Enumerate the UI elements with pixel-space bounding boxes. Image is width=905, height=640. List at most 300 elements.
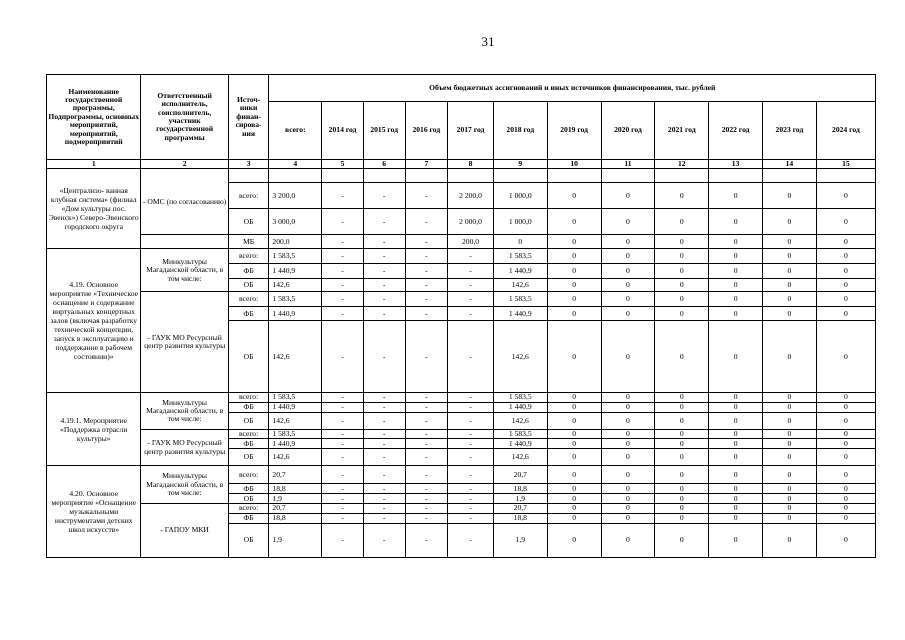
value-cell: 0 bbox=[601, 402, 655, 412]
value-cell: - bbox=[363, 235, 405, 249]
total-cell: 1 583,5 bbox=[269, 249, 322, 264]
page-number: 31 bbox=[481, 34, 495, 49]
header-name: Наименование государственной программы, Подпрограммы, основных мероприятий, мероприятий, подмероприятий bbox=[47, 75, 141, 160]
executor-cell: Минкультуры Магаданской области, в том числе: bbox=[141, 466, 228, 504]
value-cell: - bbox=[405, 429, 448, 438]
value-cell: 0 bbox=[709, 494, 763, 504]
value-cell: - bbox=[405, 466, 448, 484]
value-cell: 0 bbox=[655, 264, 709, 279]
total-cell: 3 200,0 bbox=[269, 183, 322, 209]
value-cell bbox=[405, 169, 448, 183]
value-cell: - bbox=[363, 439, 405, 449]
value-cell: 0 bbox=[547, 412, 601, 429]
value-cell: - bbox=[405, 402, 448, 412]
value-cell: - bbox=[322, 523, 364, 557]
table-row bbox=[47, 235, 876, 249]
column-number: 2 bbox=[141, 160, 228, 169]
value-cell: 0 bbox=[601, 523, 655, 557]
header-year: 2020 год bbox=[601, 102, 655, 160]
value-cell bbox=[322, 169, 364, 183]
total-cell: 1 440,9 bbox=[269, 307, 322, 321]
table-row bbox=[47, 169, 876, 183]
executor-cell: - ОМС (по согласованию) bbox=[141, 169, 228, 235]
total-cell: 142,6 bbox=[269, 449, 322, 466]
source-cell: ОБ bbox=[228, 412, 269, 429]
value-cell: 20,7 bbox=[493, 466, 547, 484]
value-cell: - bbox=[448, 504, 494, 513]
value-cell: - bbox=[363, 292, 405, 307]
total-cell: 1,9 bbox=[269, 494, 322, 504]
value-cell: 0 bbox=[763, 279, 817, 292]
source-cell: ФБ bbox=[228, 307, 269, 321]
value-cell: 0 bbox=[547, 513, 601, 523]
value-cell: 0 bbox=[709, 484, 763, 494]
column-number: 14 bbox=[763, 160, 817, 169]
value-cell: 0 bbox=[547, 504, 601, 513]
source-cell: ОБ bbox=[228, 209, 269, 235]
value-cell: - bbox=[363, 466, 405, 484]
row-name-cell: 4.19.1. Мероприятие «Поддержка отрасли культуры» bbox=[47, 393, 141, 466]
value-cell: 0 bbox=[601, 513, 655, 523]
value-cell: 0 bbox=[816, 466, 875, 484]
header-year: 2019 год bbox=[547, 102, 601, 160]
value-cell: 0 bbox=[655, 449, 709, 466]
value-cell bbox=[547, 169, 601, 183]
value-cell: - bbox=[448, 513, 494, 523]
header-year: 2014 год bbox=[322, 102, 364, 160]
value-cell: 0 bbox=[816, 209, 875, 235]
value-cell: - bbox=[363, 209, 405, 235]
value-cell: 0 bbox=[763, 466, 817, 484]
header-year: 2023 год bbox=[763, 102, 817, 160]
value-cell: - bbox=[405, 183, 448, 209]
table-row bbox=[47, 429, 876, 438]
value-cell: 0 bbox=[601, 235, 655, 249]
value-cell: 0 bbox=[816, 429, 875, 438]
header-total: всего: bbox=[269, 102, 322, 160]
value-cell: 0 bbox=[547, 279, 601, 292]
value-cell: 0 bbox=[763, 484, 817, 494]
value-cell: 0 bbox=[547, 494, 601, 504]
value-cell: - bbox=[405, 523, 448, 557]
value-cell: - bbox=[448, 249, 494, 264]
value-cell: 0 bbox=[547, 264, 601, 279]
value-cell bbox=[655, 169, 709, 183]
value-cell: 1 440,9 bbox=[493, 439, 547, 449]
value-cell: 0 bbox=[763, 449, 817, 466]
source-cell: ОБ bbox=[228, 494, 269, 504]
value-cell: 1 440,9 bbox=[493, 402, 547, 412]
value-cell: - bbox=[322, 209, 364, 235]
value-cell: 1 583,5 bbox=[493, 292, 547, 307]
value-cell: 0 bbox=[763, 504, 817, 513]
source-cell: МБ bbox=[228, 235, 269, 249]
value-cell: 0 bbox=[816, 513, 875, 523]
executor-cell: - ГАПОУ МКИ bbox=[141, 504, 228, 557]
value-cell: 0 bbox=[763, 183, 817, 209]
value-cell: 0 bbox=[709, 393, 763, 402]
total-cell: 1,9 bbox=[269, 523, 322, 557]
value-cell: 0 bbox=[601, 209, 655, 235]
value-cell: 0 bbox=[709, 449, 763, 466]
value-cell: 0 bbox=[709, 235, 763, 249]
value-cell: 0 bbox=[547, 523, 601, 557]
value-cell: 0 bbox=[763, 494, 817, 504]
value-cell: 0 bbox=[601, 449, 655, 466]
value-cell: - bbox=[363, 412, 405, 429]
value-cell: 0 bbox=[709, 321, 763, 393]
value-cell: - bbox=[322, 249, 364, 264]
value-cell: 0 bbox=[655, 439, 709, 449]
value-cell: 1 440,9 bbox=[493, 307, 547, 321]
value-cell: - bbox=[448, 449, 494, 466]
value-cell: 0 bbox=[655, 504, 709, 513]
executor-cell: Минкультуры Магаданской области, в том числе: bbox=[141, 249, 228, 292]
value-cell: 142,6 bbox=[493, 449, 547, 466]
value-cell bbox=[363, 169, 405, 183]
value-cell: 0 bbox=[816, 494, 875, 504]
value-cell: - bbox=[363, 513, 405, 523]
value-cell: 0 bbox=[655, 183, 709, 209]
row-name-cell: 4.20. Основное мероприятие «Оснащение музыкальными инструментами детских школ искусств» bbox=[47, 466, 141, 557]
value-cell: - bbox=[405, 321, 448, 393]
value-cell: 0 bbox=[763, 292, 817, 307]
value-cell: 1 583,5 bbox=[493, 429, 547, 438]
total-cell bbox=[269, 169, 322, 183]
value-cell: - bbox=[405, 504, 448, 513]
row-name-cell: «Централизо- ванная клубная система» (филиал «Дом культуры пос. Эвенск») Северо-Эвенского городского округа bbox=[47, 169, 141, 249]
value-cell: 0 bbox=[547, 235, 601, 249]
value-cell: 0 bbox=[547, 466, 601, 484]
source-cell: всего: bbox=[228, 393, 269, 402]
value-cell: - bbox=[363, 249, 405, 264]
value-cell: 0 bbox=[655, 235, 709, 249]
value-cell: 0 bbox=[601, 264, 655, 279]
value-cell: - bbox=[405, 393, 448, 402]
value-cell: 0 bbox=[601, 321, 655, 393]
total-cell: 1 440,9 bbox=[269, 402, 322, 412]
value-cell: - bbox=[448, 439, 494, 449]
value-cell: - bbox=[405, 279, 448, 292]
value-cell: 0 bbox=[655, 412, 709, 429]
source-cell: всего: bbox=[228, 183, 269, 209]
value-cell: - bbox=[322, 292, 364, 307]
value-cell: 0 bbox=[655, 393, 709, 402]
executor-cell: Минкультуры Магаданской области, в том числе: bbox=[141, 393, 228, 429]
value-cell: - bbox=[363, 402, 405, 412]
total-cell: 142,6 bbox=[269, 279, 322, 292]
source-cell: ФБ bbox=[228, 484, 269, 494]
value-cell: 0 bbox=[655, 402, 709, 412]
value-cell: 0 bbox=[709, 183, 763, 209]
source-cell: ФБ bbox=[228, 513, 269, 523]
value-cell: 0 bbox=[547, 402, 601, 412]
value-cell: 0 bbox=[709, 504, 763, 513]
value-cell: 0 bbox=[816, 264, 875, 279]
column-number-row bbox=[47, 160, 876, 169]
value-cell: 0 bbox=[709, 402, 763, 412]
column-number: 9 bbox=[493, 160, 547, 169]
value-cell: - bbox=[448, 321, 494, 393]
total-cell: 1 440,9 bbox=[269, 264, 322, 279]
total-cell: 18,8 bbox=[269, 513, 322, 523]
source-cell: ОБ bbox=[228, 321, 269, 393]
value-cell: 18,8 bbox=[493, 484, 547, 494]
value-cell: 0 bbox=[816, 402, 875, 412]
value-cell: - bbox=[448, 466, 494, 484]
value-cell: - bbox=[363, 183, 405, 209]
value-cell: - bbox=[322, 484, 364, 494]
value-cell: 2 200,0 bbox=[448, 183, 494, 209]
value-cell: 2 000,0 bbox=[448, 209, 494, 235]
source-cell: ОБ bbox=[228, 449, 269, 466]
table-row bbox=[47, 504, 876, 513]
header-year: 2024 год bbox=[816, 102, 875, 160]
value-cell: 0 bbox=[709, 307, 763, 321]
value-cell: - bbox=[405, 235, 448, 249]
value-cell: 0 bbox=[816, 523, 875, 557]
total-cell: 20,7 bbox=[269, 504, 322, 513]
value-cell: 0 bbox=[816, 393, 875, 402]
value-cell: - bbox=[448, 494, 494, 504]
value-cell: 0 bbox=[763, 235, 817, 249]
value-cell: 0 bbox=[547, 209, 601, 235]
executor-cell: - ГАУК МО Ресурсный центр развития культуры bbox=[141, 292, 228, 393]
value-cell: 142,6 bbox=[493, 321, 547, 393]
value-cell: 0 bbox=[547, 484, 601, 494]
value-cell: 0 bbox=[601, 393, 655, 402]
value-cell: - bbox=[448, 264, 494, 279]
column-number: 11 bbox=[601, 160, 655, 169]
row-name-cell: 4.19. Основное мероприятие «Техническое оснащение и содержание виртуальных концертных залов (включая разработку технической концепции, запуск в эксплуатацию и поддержание в рабочем состоянии)» bbox=[47, 249, 141, 393]
value-cell: 0 bbox=[547, 249, 601, 264]
value-cell: - bbox=[448, 279, 494, 292]
value-cell: 18,8 bbox=[493, 513, 547, 523]
source-cell: ОБ bbox=[228, 523, 269, 557]
value-cell bbox=[709, 169, 763, 183]
total-cell: 3 000,0 bbox=[269, 209, 322, 235]
value-cell: 0 bbox=[816, 292, 875, 307]
header-year: 2015 год bbox=[363, 102, 405, 160]
value-cell: - bbox=[322, 513, 364, 523]
source-cell: ФБ bbox=[228, 402, 269, 412]
column-number: 12 bbox=[655, 160, 709, 169]
total-cell: 200,0 bbox=[269, 235, 322, 249]
column-number: 3 bbox=[228, 160, 269, 169]
value-cell: 0 bbox=[547, 449, 601, 466]
value-cell: 0 bbox=[655, 523, 709, 557]
value-cell: 0 bbox=[816, 249, 875, 264]
value-cell: 1 440,9 bbox=[493, 264, 547, 279]
value-cell: - bbox=[405, 209, 448, 235]
value-cell: - bbox=[322, 393, 364, 402]
value-cell: 142,6 bbox=[493, 412, 547, 429]
value-cell: 142,6 bbox=[493, 279, 547, 292]
value-cell: 0 bbox=[816, 504, 875, 513]
value-cell: 0 bbox=[655, 513, 709, 523]
value-cell: - bbox=[448, 393, 494, 402]
value-cell: 0 bbox=[709, 513, 763, 523]
value-cell bbox=[816, 169, 875, 183]
value-cell: 0 bbox=[655, 321, 709, 393]
value-cell: - bbox=[322, 307, 364, 321]
table-row bbox=[47, 466, 876, 484]
value-cell: - bbox=[322, 321, 364, 393]
total-cell: 1 440,9 bbox=[269, 439, 322, 449]
value-cell: - bbox=[448, 484, 494, 494]
value-cell: 200,0 bbox=[448, 235, 494, 249]
column-number: 8 bbox=[448, 160, 494, 169]
value-cell: - bbox=[448, 429, 494, 438]
value-cell: 0 bbox=[816, 183, 875, 209]
value-cell: - bbox=[363, 321, 405, 393]
value-cell: 0 bbox=[709, 439, 763, 449]
column-number: 5 bbox=[322, 160, 364, 169]
value-cell: 20,7 bbox=[493, 504, 547, 513]
table-row bbox=[47, 292, 876, 307]
value-cell: 0 bbox=[655, 307, 709, 321]
value-cell: - bbox=[448, 523, 494, 557]
value-cell: - bbox=[405, 412, 448, 429]
value-cell: - bbox=[363, 307, 405, 321]
value-cell: 0 bbox=[709, 429, 763, 438]
value-cell: 0 bbox=[547, 429, 601, 438]
executor-cell bbox=[141, 235, 228, 249]
value-cell: - bbox=[405, 494, 448, 504]
value-cell: 0 bbox=[601, 429, 655, 438]
total-cell: 142,6 bbox=[269, 412, 322, 429]
value-cell: 0 bbox=[763, 439, 817, 449]
value-cell: 0 bbox=[547, 183, 601, 209]
value-cell: - bbox=[405, 264, 448, 279]
value-cell: - bbox=[448, 292, 494, 307]
value-cell: 1 583,5 bbox=[493, 393, 547, 402]
column-number: 15 bbox=[816, 160, 875, 169]
value-cell: - bbox=[405, 439, 448, 449]
value-cell bbox=[601, 169, 655, 183]
value-cell: - bbox=[322, 449, 364, 466]
source-cell: ФБ bbox=[228, 439, 269, 449]
value-cell: - bbox=[363, 393, 405, 402]
value-cell: 0 bbox=[655, 484, 709, 494]
value-cell: - bbox=[448, 412, 494, 429]
value-cell: - bbox=[322, 412, 364, 429]
value-cell: 0 bbox=[601, 307, 655, 321]
value-cell: 0 bbox=[816, 279, 875, 292]
value-cell: 0 bbox=[601, 494, 655, 504]
value-cell: - bbox=[322, 439, 364, 449]
value-cell: 0 bbox=[763, 249, 817, 264]
value-cell: 0 bbox=[601, 249, 655, 264]
value-cell: - bbox=[363, 264, 405, 279]
value-cell: 1 000,0 bbox=[493, 209, 547, 235]
value-cell bbox=[448, 169, 494, 183]
header-year: 2018 год bbox=[493, 102, 547, 160]
value-cell: 0 bbox=[547, 307, 601, 321]
value-cell bbox=[763, 169, 817, 183]
value-cell: 0 bbox=[601, 439, 655, 449]
value-cell: 1 583,5 bbox=[493, 249, 547, 264]
header-executor: Ответственный исполнитель, соисполнитель, участник государственной программы bbox=[141, 75, 228, 160]
value-cell: - bbox=[405, 307, 448, 321]
source-cell: ФБ bbox=[228, 264, 269, 279]
value-cell: 0 bbox=[763, 393, 817, 402]
value-cell: - bbox=[405, 513, 448, 523]
column-number: 1 bbox=[47, 160, 141, 169]
source-cell: всего: bbox=[228, 429, 269, 438]
value-cell: 0 bbox=[601, 292, 655, 307]
value-cell: - bbox=[363, 484, 405, 494]
value-cell: 0 bbox=[709, 264, 763, 279]
value-cell: - bbox=[405, 449, 448, 466]
value-cell: 0 bbox=[763, 402, 817, 412]
value-cell: 0 bbox=[763, 209, 817, 235]
value-cell: - bbox=[363, 429, 405, 438]
value-cell: - bbox=[363, 449, 405, 466]
value-cell: - bbox=[405, 484, 448, 494]
header-year: 2022 год bbox=[709, 102, 763, 160]
header-year: 2021 год bbox=[655, 102, 709, 160]
value-cell: - bbox=[322, 402, 364, 412]
value-cell: - bbox=[363, 523, 405, 557]
value-cell: - bbox=[322, 494, 364, 504]
value-cell: 0 bbox=[816, 235, 875, 249]
header-year: 2016 год bbox=[405, 102, 448, 160]
value-cell: 0 bbox=[655, 292, 709, 307]
value-cell: 0 bbox=[763, 307, 817, 321]
value-cell: 0 bbox=[601, 279, 655, 292]
value-cell: - bbox=[448, 402, 494, 412]
header-volume: Объем бюджетных ассигнований и иных источников финансирования, тыс. рублей bbox=[269, 75, 876, 102]
value-cell: 0 bbox=[547, 439, 601, 449]
value-cell: 0 bbox=[816, 484, 875, 494]
value-cell: 0 bbox=[709, 412, 763, 429]
value-cell: 1 000,0 bbox=[493, 183, 547, 209]
value-cell: - bbox=[322, 504, 364, 513]
column-number: 7 bbox=[405, 160, 448, 169]
total-cell: 1 583,5 bbox=[269, 429, 322, 438]
value-cell: 0 bbox=[655, 494, 709, 504]
value-cell: 0 bbox=[655, 209, 709, 235]
value-cell: 0 bbox=[601, 183, 655, 209]
executor-cell: - ГАУК МО Ресурсный центр развития культуры bbox=[141, 429, 228, 465]
value-cell: 0 bbox=[763, 412, 817, 429]
column-number: 4 bbox=[269, 160, 322, 169]
value-cell: - bbox=[322, 183, 364, 209]
value-cell: - bbox=[405, 249, 448, 264]
value-cell: 0 bbox=[547, 292, 601, 307]
value-cell: 0 bbox=[655, 279, 709, 292]
table-body bbox=[47, 160, 876, 558]
value-cell: 0 bbox=[601, 484, 655, 494]
column-number: 10 bbox=[547, 160, 601, 169]
total-cell: 1 583,5 bbox=[269, 292, 322, 307]
value-cell: 1,9 bbox=[493, 494, 547, 504]
value-cell: 0 bbox=[816, 321, 875, 393]
value-cell: 0 bbox=[709, 279, 763, 292]
value-cell: 0 bbox=[763, 264, 817, 279]
value-cell: - bbox=[322, 429, 364, 438]
header-year: 2017 год bbox=[448, 102, 494, 160]
source-cell bbox=[228, 169, 269, 183]
value-cell: - bbox=[405, 292, 448, 307]
value-cell: - bbox=[363, 494, 405, 504]
value-cell: - bbox=[322, 264, 364, 279]
table-row bbox=[47, 393, 876, 402]
total-cell: 20,7 bbox=[269, 466, 322, 484]
source-cell: всего: bbox=[228, 249, 269, 264]
value-cell: 0 bbox=[816, 439, 875, 449]
